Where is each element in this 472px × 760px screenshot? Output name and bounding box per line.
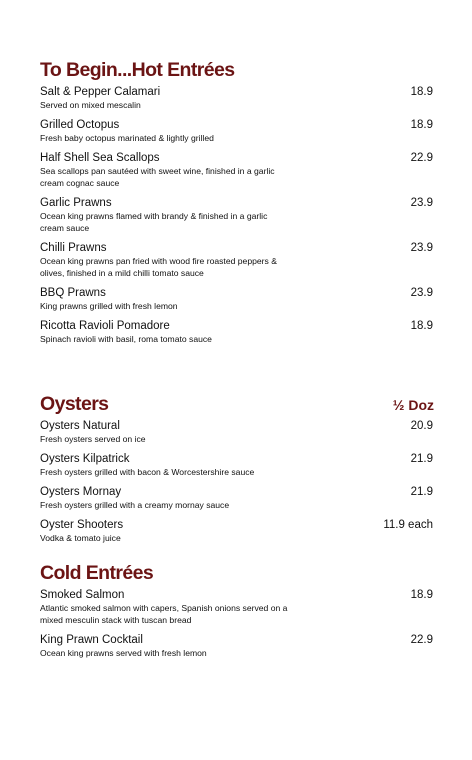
section-oysters (40, 393, 434, 551)
item-price: 18.9 (410, 119, 433, 131)
menu-item (40, 633, 434, 659)
section-title: Oysters (40, 393, 109, 415)
item-name: Grilled Octopus (40, 119, 120, 131)
menu-item (40, 485, 434, 511)
item-price: 23.9 (410, 242, 433, 254)
item-description: Sea scallops pan sautéed with sweet wine, finished in a garlic cream cognac sauce (40, 166, 275, 188)
item-price: 23.9 (410, 197, 433, 209)
item-description: Ocean king prawns pan fried with wood fire roasted peppers & olives, finished in a mild chilli tomato sauce (40, 256, 277, 278)
section-header (40, 59, 434, 82)
item-name: Garlic Prawns (40, 197, 112, 209)
menu-item (40, 419, 434, 445)
menu-item (40, 286, 434, 312)
item-description: Atlantic smoked salmon with capers, Spanish onions served on a mixed mesculin stack with tuscan bread (40, 603, 288, 625)
item-description: King prawns grilled with fresh lemon (40, 301, 178, 311)
item-name: Oysters Kilpatrick (40, 453, 130, 465)
item-name: BBQ Prawns (40, 287, 106, 299)
item-name: Chilli Prawns (40, 242, 107, 254)
section-header (40, 562, 434, 585)
section-title: To Begin...Hot Entrées (40, 59, 235, 81)
item-description: Fresh baby octopus marinated & lightly grilled (40, 133, 214, 143)
menu-item (40, 588, 434, 626)
item-price: 22.9 (410, 152, 433, 164)
item-name: Salt & Pepper Calamari (40, 86, 161, 98)
item-name: Half Shell Sea Scallops (40, 152, 160, 164)
item-name: King Prawn Cocktail (40, 634, 143, 646)
item-price: 11.9 each (383, 519, 433, 531)
item-price: 18.9 (410, 589, 433, 601)
menu-item (40, 151, 434, 189)
item-price: 23.9 (410, 287, 433, 299)
item-name: Oysters Mornay (40, 486, 122, 498)
menu-item (40, 319, 434, 345)
item-description: Fresh oysters served on ice (40, 434, 146, 444)
item-description: Ocean king prawns served with fresh lemon (40, 648, 207, 658)
item-description: Ocean king prawns flamed with brandy & finished in a garlic cream sauce (40, 211, 268, 233)
item-description: Fresh oysters grilled with a creamy mornay sauce (40, 500, 230, 510)
item-description: Vodka & tomato juice (40, 533, 121, 543)
section-title: Cold Entrées (40, 562, 154, 584)
section-note: ½ Doz (392, 397, 434, 413)
section-cold-entrees (40, 562, 434, 666)
item-price: 21.9 (410, 486, 433, 498)
item-name: Oysters Natural (40, 420, 120, 432)
item-name: Smoked Salmon (40, 589, 125, 601)
item-price: 21.9 (410, 453, 433, 465)
item-price: 20.9 (410, 420, 433, 432)
menu-item (40, 85, 434, 111)
item-description: Fresh oysters grilled with bacon & Worcestershire sauce (40, 467, 255, 477)
item-price: 22.9 (410, 634, 433, 646)
item-name: Ricotta Ravioli Pomadore (40, 320, 170, 332)
menu-item (40, 518, 434, 544)
item-price: 18.9 (410, 86, 433, 98)
menu-item (40, 241, 434, 279)
menu-item (40, 196, 434, 234)
section-header (40, 393, 434, 416)
section-hot-entrees (40, 59, 434, 352)
menu-item (40, 118, 434, 144)
item-description: Spinach ravioli with basil, roma tomato sauce (40, 334, 212, 344)
item-description: Served on mixed mescalin (40, 100, 141, 110)
menu-item (40, 452, 434, 478)
item-price: 18.9 (410, 320, 433, 332)
item-name: Oyster Shooters (40, 519, 124, 531)
